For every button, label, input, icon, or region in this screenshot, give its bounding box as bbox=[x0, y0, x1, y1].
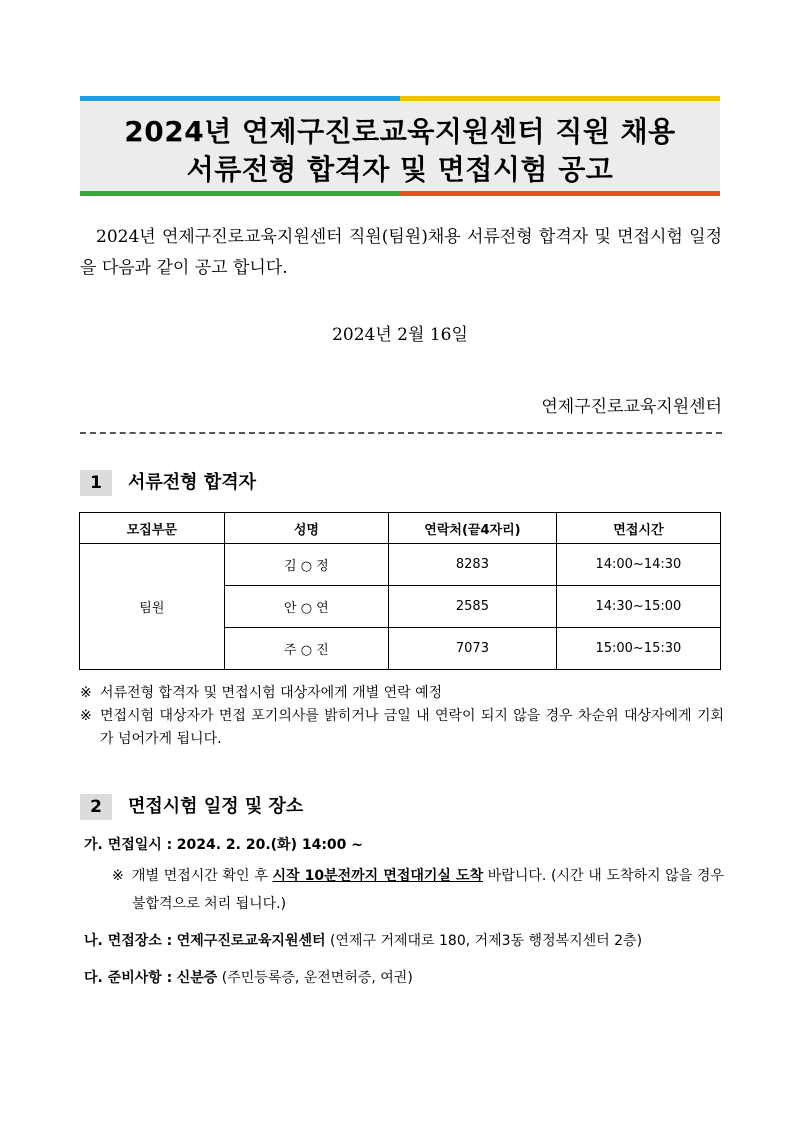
title-banner bbox=[80, 96, 720, 196]
preparation-value: 신분증 bbox=[176, 970, 218, 986]
time-cell: 14:30~15:00 bbox=[556, 586, 720, 628]
department-cell: 팀원 bbox=[80, 544, 225, 670]
dashed-divider bbox=[80, 432, 722, 434]
note-text: 면접시험 대상자가 면접 포기의사를 밝히거나 금일 내 연락이 되지 않을 경우 차순위 대상자에게 기회가 넘어가게 됩니다. bbox=[100, 708, 724, 747]
reference-mark: ※ bbox=[112, 868, 124, 884]
name-cell: 김 ○ 정 bbox=[224, 544, 388, 586]
col-header-name: 성명 bbox=[224, 513, 388, 544]
announcement-date: 2024년 2월 16일 bbox=[332, 325, 468, 345]
intro-paragraph bbox=[80, 222, 722, 284]
col-header-contact: 연락처(끝4자리) bbox=[389, 513, 557, 544]
interview-location bbox=[84, 930, 642, 952]
reference-mark: ※ bbox=[80, 708, 92, 724]
arrival-note-emphasis: 시작 10분전까지 면접대기실 도착 bbox=[272, 868, 484, 884]
interview-location-label: 나. 면접장소 : bbox=[84, 933, 173, 949]
preparation-items bbox=[84, 967, 413, 989]
preparation-detail: (주민등록증, 운전면허증, 여권) bbox=[221, 970, 413, 986]
note-item bbox=[80, 682, 724, 705]
intro-text: 2024년 연제구진로교육지원센터 직원(팀원)채용 서류전형 합격자 및 면접시험 일정을 다음과 같이 공고 합니다. bbox=[80, 227, 722, 278]
note-item bbox=[80, 705, 724, 751]
section2-title: 면접시험 일정 및 장소 bbox=[128, 796, 304, 817]
section1-notes bbox=[80, 682, 724, 751]
col-header-department: 모집부문 bbox=[80, 513, 225, 544]
interview-datetime-value: 2024. 2. 20.(화) 14:00 ~ bbox=[176, 837, 364, 853]
title-top-stripe bbox=[80, 96, 720, 101]
results-table bbox=[79, 512, 721, 670]
interview-datetime-label: 가. 면접일시 : bbox=[84, 837, 173, 853]
time-cell: 15:00~15:30 bbox=[556, 628, 720, 670]
table-header-row bbox=[80, 513, 721, 544]
reference-mark: ※ bbox=[80, 685, 92, 701]
title-bottom-stripe bbox=[80, 191, 720, 196]
col-header-time: 면접시간 bbox=[556, 513, 720, 544]
time-cell: 14:00~14:30 bbox=[556, 544, 720, 586]
contact-cell: 7073 bbox=[389, 628, 557, 670]
arrival-note-post: 바랍니다. (시간 내 도착하지 않을 경우 불합격으로 처리 됩니다.) bbox=[132, 868, 724, 912]
name-cell: 주 ○ 진 bbox=[224, 628, 388, 670]
page-title-line1: 2024년 연제구진로교육지원센터 직원 채용 bbox=[124, 115, 676, 148]
section1-title: 서류전형 합격자 bbox=[128, 472, 256, 493]
preparation-label: 다. 준비사항 : bbox=[84, 970, 173, 986]
interview-location-detail: (연제구 거제대로 180, 거제3동 행정복지센터 2층) bbox=[329, 933, 643, 949]
contact-cell: 8283 bbox=[389, 544, 557, 586]
table-row bbox=[80, 544, 721, 586]
name-cell: 안 ○ 연 bbox=[224, 586, 388, 628]
interview-location-value: 연제구진로교육지원센터 bbox=[176, 933, 326, 949]
arrival-note bbox=[112, 862, 724, 918]
contact-cell: 2585 bbox=[389, 586, 557, 628]
section2-number: 2 bbox=[80, 794, 112, 820]
page-title-line2: 서류전형 합격자 및 면접시험 공고 bbox=[186, 153, 614, 186]
arrival-note-pre: 개별 면접시간 확인 후 bbox=[132, 868, 268, 884]
note-text: 서류전형 합격자 및 면접시험 대상자에게 개별 연락 예정 bbox=[100, 685, 443, 701]
section1-number: 1 bbox=[80, 470, 112, 496]
interview-datetime bbox=[84, 834, 363, 856]
issuer-name: 연제구진로교육지원센터 bbox=[541, 397, 722, 417]
